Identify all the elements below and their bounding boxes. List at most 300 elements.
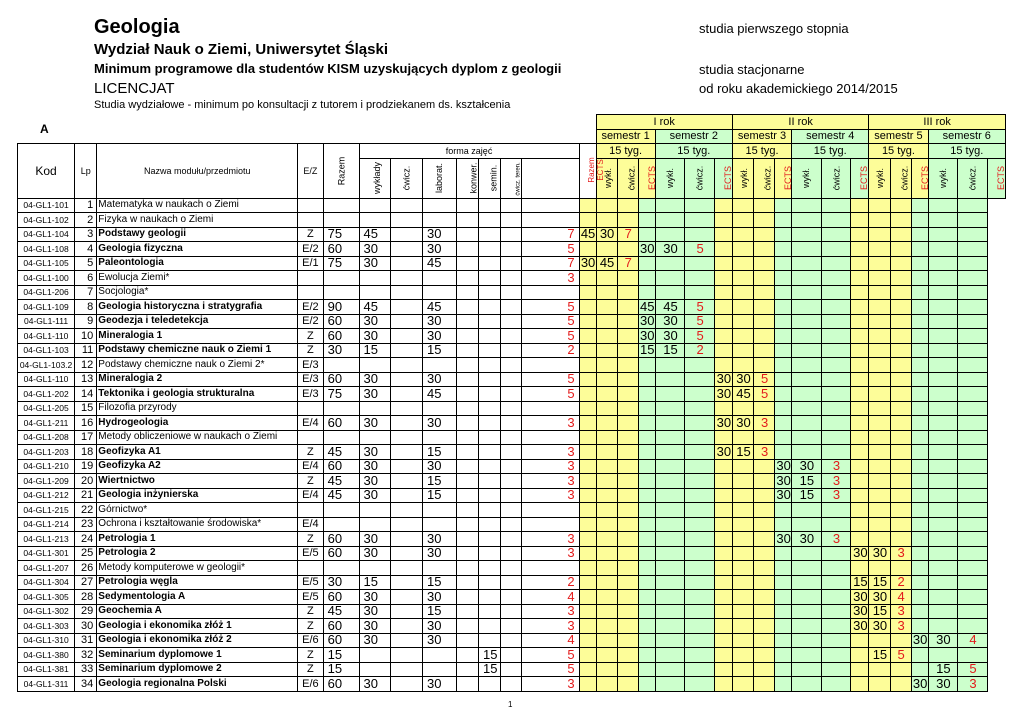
cell-s2-ects [685, 517, 715, 532]
cell-wyk [359, 561, 391, 576]
table-row [18, 430, 1006, 445]
cell-name: Geologia inżynierska [97, 488, 298, 503]
cell-sem [479, 227, 501, 242]
cell-razem [323, 358, 359, 373]
cell-s3-wykl [714, 401, 732, 416]
cell-s4-ects [821, 372, 851, 387]
table-row [18, 648, 1006, 663]
cell-s4-wykl [775, 242, 792, 257]
table-row [18, 401, 1006, 416]
cell-kon [456, 561, 478, 576]
cell-kod: 04-GL1-102 [18, 213, 75, 228]
cell-lab: 30 [422, 416, 456, 431]
cell-s2-ects [685, 532, 715, 547]
cell-s3-ects [754, 488, 775, 503]
cell-s5-wykl [851, 300, 869, 315]
cell-s4-wykl [775, 285, 792, 300]
cell-s3-ects [754, 604, 775, 619]
cell-s3-wykl [714, 271, 732, 286]
cell-name: Podstawy geologii [97, 227, 298, 242]
cell-s5-ects: 5 [890, 648, 911, 663]
cell-s5-wykl [851, 474, 869, 489]
ez-header: E/Z [298, 144, 323, 199]
cell-s6-cw [928, 271, 958, 286]
cell-s5-cw [869, 517, 890, 532]
cell-wyk: 30 [359, 372, 391, 387]
cell-name: Mineralogia 2 [97, 372, 298, 387]
cell-s5-ects: 3 [890, 619, 911, 634]
cell-ez [298, 503, 323, 518]
cell-s4-ects: 3 [821, 488, 851, 503]
cell-s3-wykl [714, 517, 732, 532]
cell-s1-wykl [579, 561, 596, 576]
cell-s6-cw [928, 285, 958, 300]
cell-s3-wykl [714, 242, 732, 257]
cell-s1-wykl [579, 590, 596, 605]
cell-s4-wykl [775, 619, 792, 634]
cell-kon [456, 474, 478, 489]
cell-s5-cw [869, 387, 890, 402]
cell-s2-cw: 15 [655, 343, 685, 358]
cell-s6-cw [928, 372, 958, 387]
cell-s4-ects [821, 329, 851, 344]
cell-s4-wykl [775, 256, 792, 271]
cell-s2-wykl [638, 619, 655, 634]
cell-name: Górnictwo* [97, 503, 298, 518]
cell-s5-cw [869, 372, 890, 387]
cell-kod: 04-GL1-210 [18, 459, 75, 474]
cell-razem: 60 [323, 633, 359, 648]
cell-s4-ects [821, 343, 851, 358]
cell-s3-cw [732, 517, 753, 532]
cell-sem [479, 561, 501, 576]
cell-sem [479, 575, 501, 590]
cell-s5-cw [869, 227, 890, 242]
cell-s3-ects [754, 430, 775, 445]
cell-kon [456, 546, 478, 561]
cell-s2-ects [685, 387, 715, 402]
cell-s3-cw [732, 648, 753, 663]
cell-cw [391, 213, 423, 228]
cell-s2-wykl [638, 488, 655, 503]
cell-kon [456, 619, 478, 634]
cell-s1-cw [596, 561, 617, 576]
cell-s2-cw [655, 648, 685, 663]
cell-s3-ects [754, 459, 775, 474]
cell-s4-ects [821, 387, 851, 402]
cell-s5-cw [869, 503, 890, 518]
cell-s6-wykl [911, 546, 928, 561]
cell-ez [298, 561, 323, 576]
cell-ez: Z [298, 662, 323, 677]
cell-s1-cw [596, 242, 617, 257]
cell-s1-wykl [579, 343, 596, 358]
cell-s2-wykl [638, 604, 655, 619]
cell-razem [323, 503, 359, 518]
cell-s6-cw [928, 546, 958, 561]
cell-s5-ects [890, 561, 911, 576]
cell-s4-wykl [775, 314, 792, 329]
cell-s4-wykl: 30 [776, 458, 791, 474]
cell-s3-cw [732, 358, 753, 373]
cell-wyk: 30 [359, 329, 391, 344]
cell-s6-wykl [911, 532, 928, 547]
s3-ects-h: ECTS [775, 158, 792, 198]
cell-s6-ects [958, 430, 988, 445]
cell-cw [391, 648, 423, 663]
cell-s5-ects [890, 227, 911, 242]
cell-ects-total [522, 430, 579, 445]
cell-s5-wykl [851, 285, 869, 300]
cell-s6-ects: 3 [958, 677, 988, 692]
study-level: studia pierwszego stopnia [699, 21, 849, 36]
cell-s6-ects: 5 [958, 662, 988, 677]
cell-s2-wykl [638, 285, 655, 300]
cell-ter [501, 633, 522, 648]
cell-s4-cw [792, 445, 822, 460]
cell-sem [479, 285, 501, 300]
cell-kod: 04-GL1-203 [18, 445, 75, 460]
cell-razem: 60 [323, 532, 359, 547]
cell-s6-wykl [911, 198, 928, 213]
cell-s6-ects [958, 401, 988, 416]
cell-s4-cw [792, 575, 822, 590]
cell-kod: 04-GL1-100 [18, 271, 75, 286]
weeks-1: 15 tyg. [596, 144, 655, 159]
cell-s1-ects [617, 372, 638, 387]
table-row [18, 213, 1006, 228]
cell-ter [501, 648, 522, 663]
laborat-header: laborat. [422, 158, 456, 198]
cell-kod: 04-GL1-212 [18, 488, 75, 503]
cell-s3-cw [732, 285, 753, 300]
cell-wyk: 30 [359, 604, 391, 619]
cell-razem: 60 [323, 416, 359, 431]
table-row [18, 445, 1006, 460]
cell-sem: 15 [479, 648, 501, 663]
cell-s2-wykl [638, 430, 655, 445]
cell-s2-wykl [638, 532, 655, 547]
cell-s3-wykl [714, 575, 732, 590]
cell-kon [456, 256, 478, 271]
cell-lp: 19 [75, 459, 97, 474]
cell-s5-ects [890, 271, 911, 286]
cell-ter [501, 271, 522, 286]
cell-s3-wykl [714, 300, 732, 315]
cell-s4-ects [821, 445, 851, 460]
cell-s2-cw [655, 575, 685, 590]
cell-name: Podstawy chemiczne nauk o Ziemi 1 [97, 343, 298, 358]
cell-s5-cw: 15 [869, 604, 890, 619]
cell-wyk: 45 [359, 227, 391, 242]
cell-ez: Z [298, 343, 323, 358]
cell-s2-wykl [638, 474, 655, 489]
cell-s3-cw [732, 662, 753, 677]
cell-lp: 34 [75, 677, 97, 692]
cell-ez [298, 401, 323, 416]
cell-s3-cw: 15 [732, 445, 753, 460]
cell-kon [456, 198, 478, 213]
cell-kon [456, 633, 478, 648]
cell-ter [501, 532, 522, 547]
cell-s1-ects [617, 387, 638, 402]
cell-s3-wykl [714, 503, 732, 518]
cell-s2-cw [655, 503, 685, 518]
cell-s3-cw [732, 561, 753, 576]
cell-s3-ects [754, 227, 775, 242]
cell-s6-ects [958, 488, 988, 503]
cell-razem [323, 561, 359, 576]
cell-s3-wykl [714, 285, 732, 300]
cell-ects-total: 3 [522, 459, 579, 474]
cell-razem [323, 271, 359, 286]
cell-s4-cw [792, 416, 822, 431]
cell-s2-ects [685, 372, 715, 387]
cell-s3-cw [732, 213, 753, 228]
cell-s6-ects [958, 242, 988, 257]
table-row [18, 314, 1006, 329]
cell-lp: 9 [75, 314, 97, 329]
cell-s1-wykl [579, 242, 596, 257]
cell-s6-ects [958, 474, 988, 489]
cell-ez: Z [298, 532, 323, 547]
cell-ects-total: 7 [522, 227, 579, 242]
cell-s2-ects [685, 488, 715, 503]
cell-kod: 04-GL1-215 [18, 503, 75, 518]
cell-kod: 04-GL1-211 [18, 416, 75, 431]
cell-ects-total: 3 [522, 619, 579, 634]
cell-s4-ects [821, 546, 851, 561]
cell-cw [391, 532, 423, 547]
cell-s3-ects [754, 503, 775, 518]
cell-s4-cw: 30 [792, 532, 822, 547]
cell-s6-ects [958, 372, 988, 387]
cell-ter [501, 227, 522, 242]
cell-s2-cw [655, 517, 685, 532]
cell-lab: 30 [422, 677, 456, 692]
cell-cw [391, 227, 423, 242]
cell-s4-cw [792, 648, 822, 663]
cell-lab: 30 [422, 459, 456, 474]
razem-ects-header: Razem ECTS [579, 144, 596, 199]
cell-s3-ects [754, 198, 775, 213]
cell-s1-cw [596, 488, 617, 503]
cell-s1-ects [617, 503, 638, 518]
cell-ects-total: 3 [522, 546, 579, 561]
cell-s6-ects [958, 648, 988, 663]
cell-cw [391, 358, 423, 373]
cell-s6-ects [958, 546, 988, 561]
cell-kod: 04-GL1-311 [18, 677, 75, 692]
cell-s3-cw [732, 314, 753, 329]
cell-s4-cw [792, 662, 822, 677]
cell-s1-ects [617, 561, 638, 576]
cell-ter [501, 285, 522, 300]
cell-s5-ects [890, 213, 911, 228]
cell-s1-ects [617, 633, 638, 648]
cell-s3-cw [732, 604, 753, 619]
cell-s1-wykl: 45 [580, 226, 596, 242]
cell-s4-ects [821, 358, 851, 373]
cell-s2-wykl [638, 575, 655, 590]
cell-name: Matematyka w naukach o Ziemi [97, 198, 298, 213]
cell-cw [391, 575, 423, 590]
cell-ez [298, 285, 323, 300]
cell-s1-wykl [579, 488, 596, 503]
cell-s6-cw [928, 488, 958, 503]
cell-s1-wykl [579, 662, 596, 677]
cell-s6-cw [928, 561, 958, 576]
cell-cw [391, 619, 423, 634]
cell-s6-wykl [911, 416, 928, 431]
cell-kod: 04-GL1-208 [18, 430, 75, 445]
lp-header: Lp [75, 144, 97, 199]
cell-s1-ects [617, 198, 638, 213]
cell-lp: 22 [75, 503, 97, 518]
cell-s1-cw [596, 430, 617, 445]
cell-s5-wykl [851, 561, 869, 576]
cell-lp: 18 [75, 445, 97, 460]
cell-s2-ects [685, 285, 715, 300]
cell-kod: 04-GL1-381 [18, 662, 75, 677]
cell-s5-ects [890, 488, 911, 503]
cell-razem [323, 198, 359, 213]
cell-s5-cw [869, 561, 890, 576]
cell-s3-cw [732, 488, 753, 503]
cell-lp: 10 [75, 329, 97, 344]
cell-razem: 45 [323, 445, 359, 460]
cell-s3-ects [754, 546, 775, 561]
cell-s6-cw [928, 517, 958, 532]
cell-lab: 45 [422, 387, 456, 402]
cell-wyk: 30 [359, 633, 391, 648]
cell-wyk: 30 [359, 445, 391, 460]
cell-lp: 17 [75, 430, 97, 445]
cell-wyk [359, 662, 391, 677]
cell-s3-ects [754, 285, 775, 300]
cell-s6-cw [928, 343, 958, 358]
cell-s5-wykl: 30 [851, 604, 869, 619]
cell-name: Fizyka w naukach o Ziemi [97, 213, 298, 228]
cell-ects-total: 3 [522, 604, 579, 619]
cell-s5-wykl [851, 372, 869, 387]
cell-s2-ects [685, 677, 715, 692]
cell-sem [479, 633, 501, 648]
cell-s2-ects [685, 662, 715, 677]
cell-s3-wykl [714, 459, 732, 474]
cell-s4-cw [792, 271, 822, 286]
cell-wyk: 30 [359, 619, 391, 634]
cell-s3-ects [754, 590, 775, 605]
cell-kon [456, 242, 478, 257]
cell-razem [323, 401, 359, 416]
cell-lab: 30 [422, 227, 456, 242]
cell-s6-ects [958, 445, 988, 460]
cell-s3-wykl [714, 633, 732, 648]
cell-s3-wykl [714, 619, 732, 634]
cell-s1-wykl [579, 517, 596, 532]
cell-s3-ects [754, 648, 775, 663]
cell-razem: 90 [323, 300, 359, 315]
cell-ez: Z [298, 648, 323, 663]
cell-lab [422, 198, 456, 213]
cell-s1-cw [596, 648, 617, 663]
cell-cw [391, 198, 423, 213]
cell-ez [298, 430, 323, 445]
cell-wyk [359, 648, 391, 663]
cell-s5-ects [890, 314, 911, 329]
cell-s3-ects [754, 343, 775, 358]
cell-s6-wykl [911, 575, 928, 590]
cell-razem: 60 [323, 242, 359, 257]
cell-s4-wykl [775, 604, 792, 619]
cell-s1-ects [617, 285, 638, 300]
cell-cw [391, 546, 423, 561]
cell-kod: 04-GL1-380 [18, 648, 75, 663]
cell-s6-wykl [911, 343, 928, 358]
cell-s1-cw [596, 590, 617, 605]
cell-s4-wykl: 30 [776, 472, 791, 488]
cell-s2-ects [685, 213, 715, 228]
cell-s5-wykl [851, 343, 869, 358]
cell-s5-wykl [851, 314, 869, 329]
table-row [18, 488, 1006, 503]
cell-kon [456, 648, 478, 663]
cell-name: Geochemia A [97, 604, 298, 619]
cell-ez: E/3 [298, 358, 323, 373]
cell-lab [422, 213, 456, 228]
cell-s6-wykl [911, 314, 928, 329]
cell-s6-ects [958, 517, 988, 532]
cell-s6-cw: 30 [928, 677, 958, 692]
cell-s3-ects [754, 401, 775, 416]
table-row [18, 662, 1006, 677]
cell-wyk: 30 [359, 242, 391, 257]
cell-s6-ects [958, 300, 988, 315]
cell-s1-wykl [579, 314, 596, 329]
cell-ects-total: 5 [522, 314, 579, 329]
cell-s4-cw [792, 401, 822, 416]
cell-razem: 60 [323, 677, 359, 692]
cell-s5-cw [869, 358, 890, 373]
cell-s2-wykl: 30 [640, 327, 655, 343]
cell-kon [456, 575, 478, 590]
cell-s5-wykl [851, 662, 869, 677]
cell-s2-ects: 5 [685, 314, 715, 329]
cell-s3-ects [754, 633, 775, 648]
cell-ects-total: 5 [522, 648, 579, 663]
cell-lp: 23 [75, 517, 97, 532]
cell-lp: 24 [75, 532, 97, 547]
cell-s6-ects [958, 416, 988, 431]
year-2-header: II rok [732, 115, 868, 130]
cell-wyk [359, 430, 391, 445]
cell-s4-ects [821, 314, 851, 329]
cell-s2-ects [685, 416, 715, 431]
program-note: Studia wydziałowe - minimum po konsultacji z tutorem i prodziekanem ds. kształcenia [94, 99, 511, 111]
cell-s4-wykl [775, 633, 792, 648]
cell-s1-wykl [579, 445, 596, 460]
cell-s6-ects [958, 459, 988, 474]
cell-s4-wykl [775, 445, 792, 460]
cell-s4-wykl [775, 329, 792, 344]
cell-name: Geologia fizyczna [97, 242, 298, 257]
cell-ects-total: 2 [522, 575, 579, 590]
cell-s3-cw: 30 [732, 416, 753, 431]
cell-s6-ects [958, 198, 988, 213]
cell-ter [501, 503, 522, 518]
cell-s5-ects [890, 445, 911, 460]
